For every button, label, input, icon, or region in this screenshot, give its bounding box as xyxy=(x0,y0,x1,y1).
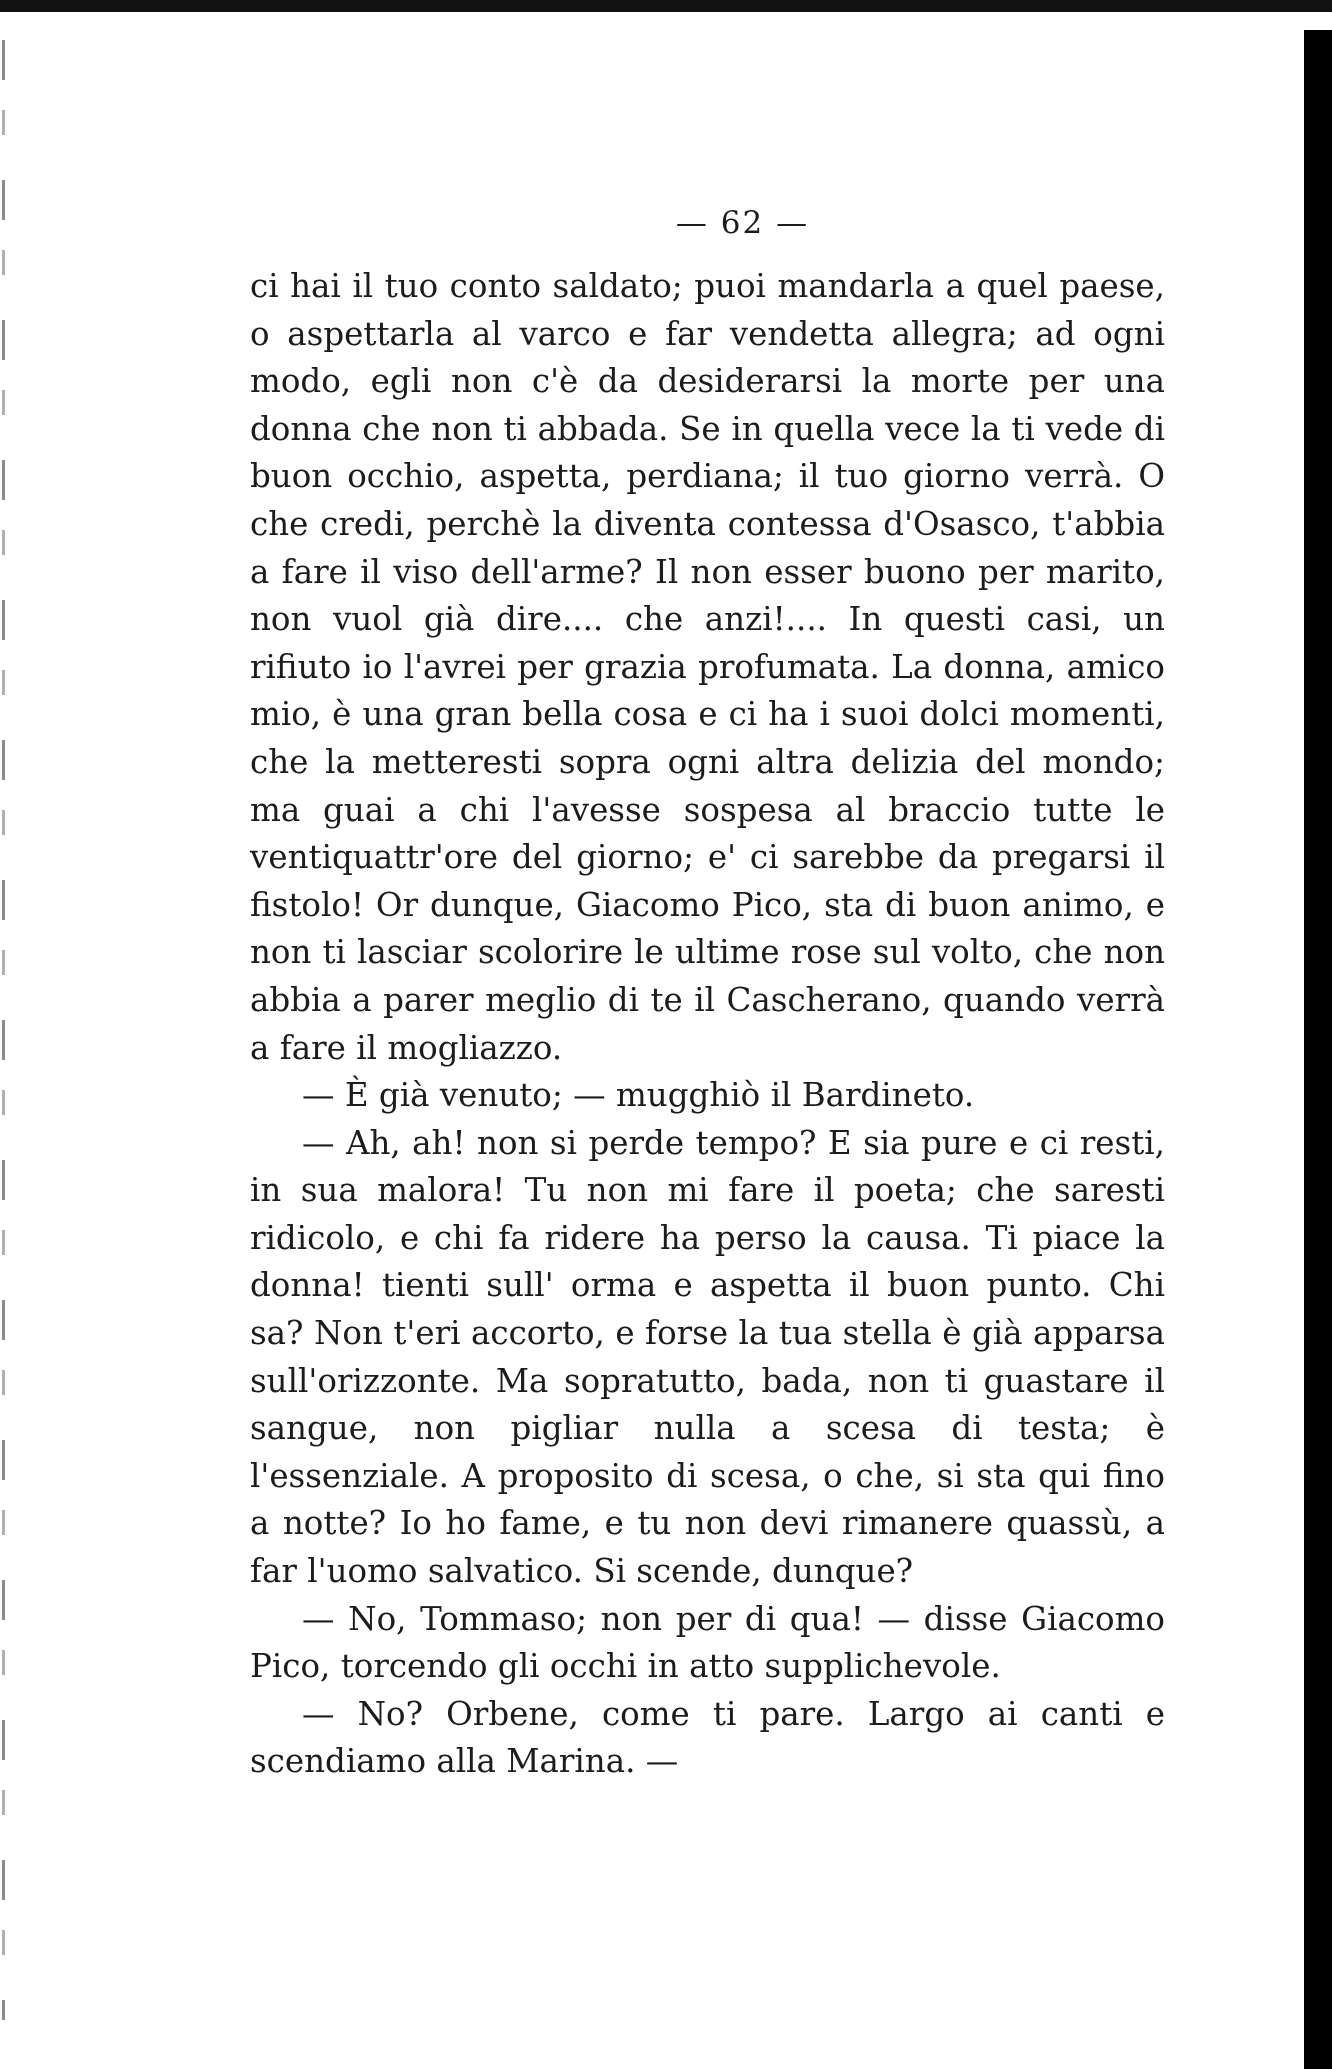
paragraph-3: — Ah, ah! non si perde tempo? E sia pure e ci resti, in sua malora! Tu non mi fare il poeta; che saresti ridicolo, e chi fa ridere ha perso la causa. Ti piace la donna! tienti sull' orma e aspetta il buon punto. Chi sa? Non t'eri accorto, e forse la tua stella è già apparsa sull'orizzonte. Ma sopratutto, bada, non ti guastare il sangue, non pigliar nulla a scesa di testa; è l'essenziale. A proposito di scesa, o che, si sta qui fino a notte? Io ho fame, e tu non devi rimanere quassù, a far l'uomo salvatico. Si scende, dunque? xyxy=(250,1123,1165,1591)
paragraph-4: — No, Tommaso; non per di qua! — disse Giacomo Pico, torcendo gli occhi in atto supplichevole. xyxy=(250,1599,1165,1686)
paragraph-2: — È già venuto; — mugghiò il Bardineto. xyxy=(302,1076,975,1115)
scan-top-border xyxy=(0,0,1332,12)
page-body xyxy=(250,263,1165,1786)
book-page xyxy=(250,205,1165,1786)
page-number: — 62 — xyxy=(675,205,810,241)
scan-left-margin-marks xyxy=(2,40,5,2020)
paragraph-5: — No? Orbene, come ti pare. Largo ai canti e scendiamo alla Marina. — xyxy=(250,1694,1165,1781)
scan-right-border xyxy=(1304,30,1332,2069)
paragraph-1: ci hai il tuo conto saldato; puoi mandarla a quel paese, o aspettarla al varco e far vendetta allegra; ad ogni modo, egli non c'è da desiderarsi la morte per una donna che non ti abbada. Se in quella vece la ti vede di buon occhio, aspetta, perdiana; il tuo giorno verrà. O che credi, perchè la diventa contessa d'Osasco, t'abbia a fare il viso dell'arme? Il non esser buono per marito, non vuol già dire.... che anzi!.... In questi casi, un rifiuto io l'avrei per grazia profumata. La donna, amico mio, è una gran bella cosa e ci ha i suoi dolci momenti, che la metteresti sopra ogni altra delizia del mondo; ma guai a chi l'avesse sospesa al braccio tutte le ventiquattr'ore del giorno; e' ci sarebbe da pregarsi il fistolo! Or dunque, Giacomo Pico, sta di buon animo, e non ti lasciar scolorire le ultime rose sul volto, che non abbia a parer meglio di te il Cascherano, quando verrà a fare il mogliazzo. xyxy=(250,267,1165,1067)
